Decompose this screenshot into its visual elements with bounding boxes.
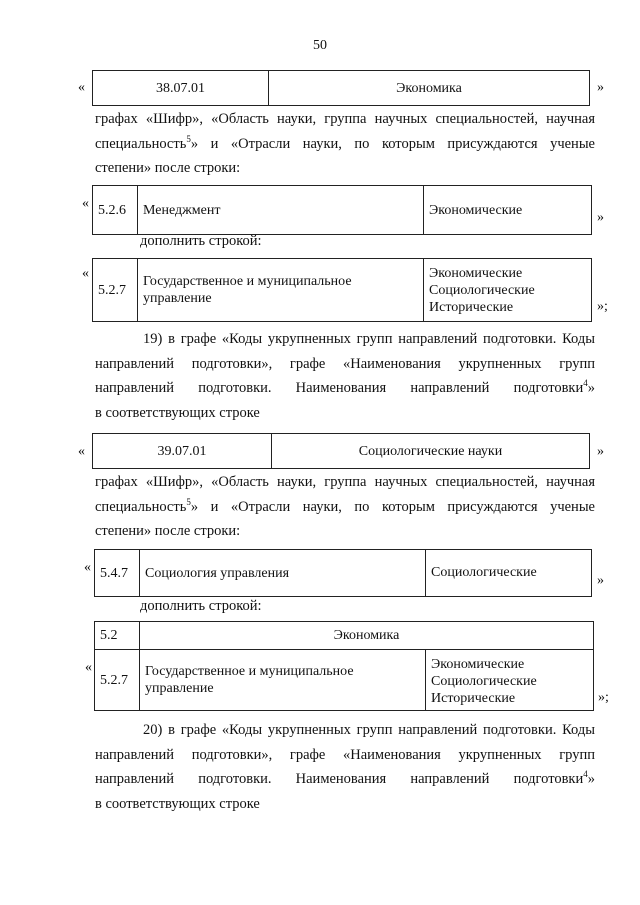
row-code: 5.2.6	[93, 186, 138, 235]
open-quote: «	[82, 266, 89, 281]
table-new-rows	[94, 621, 594, 711]
text-line: направлений подготовки. Наименования направлений подготовки$^4$»	[95, 769, 595, 787]
table-spec-row	[92, 70, 590, 106]
open-quote: «	[85, 660, 92, 675]
paragraph-item-20	[95, 718, 595, 816]
add-label: дополнить строкой:	[140, 598, 262, 614]
row-code: 5.4.7	[95, 550, 140, 597]
row-branches: Экономические Социологические Исторические	[424, 259, 592, 322]
text-line: направлений подготовки», графе «Наименования укрупненных групп	[95, 746, 595, 763]
spec-code: 39.07.01	[93, 434, 272, 469]
table-new-row	[92, 258, 592, 322]
paragraph-item-19	[95, 327, 595, 425]
close-quote: »	[597, 80, 604, 95]
text-line: направлений подготовки. Наименования направлений подготовки$^4$»	[95, 378, 595, 396]
row-branch: Социологические	[426, 550, 592, 597]
close-quote-semicolon: »;	[598, 690, 609, 705]
close-quote-semicolon: »;	[597, 299, 608, 314]
text-line: степени» после строки:	[95, 160, 241, 176]
text-line: графах «Шифр», «Область науки, группа научных специальностей, научная	[95, 111, 595, 127]
spec-code: 38.07.01	[93, 71, 269, 106]
row-code: 5.2.7	[93, 259, 138, 322]
open-quote: «	[78, 80, 85, 95]
group-code: 5.2	[95, 622, 140, 650]
text-line: 19) в графе «Коды укрупненных групп направлений подготовки. Коды	[143, 331, 595, 347]
row-code: 5.2.7	[95, 650, 140, 711]
text-line: в соответствующих строке	[95, 795, 260, 812]
page-number: 50	[313, 38, 327, 53]
row-name: Государственное и муниципальное управление	[138, 259, 424, 322]
group-name: Экономика	[140, 622, 594, 650]
open-quote: «	[78, 444, 85, 459]
table-row-after	[94, 549, 592, 597]
open-quote: «	[82, 196, 89, 211]
row-name: Менеджмент	[138, 186, 424, 235]
close-quote: »	[597, 444, 604, 459]
table-spec-row	[92, 433, 590, 469]
paragraph	[95, 470, 595, 544]
row-branches: Экономические Социологические Исторические	[426, 650, 594, 711]
paragraph	[95, 107, 595, 181]
text-line: степени» после строки:	[95, 523, 241, 539]
text-line: графах «Шифр», «Область науки, группа научных специальностей, научная	[95, 474, 595, 490]
row-name: Государственное и муниципальное управление	[140, 650, 426, 711]
text-line: направлений подготовки», графе «Наименования укрупненных групп	[95, 355, 595, 372]
row-branch: Экономические	[424, 186, 592, 235]
spec-name: Экономика	[269, 71, 590, 106]
table-row-after	[92, 185, 592, 235]
close-quote: »	[597, 210, 604, 225]
text-line: специальность$^5$» и «Отрасли науки, по которым присуждаются ученые	[95, 133, 595, 152]
row-name: Социология управления	[140, 550, 426, 597]
spec-name: Социологические науки	[272, 434, 590, 469]
text-line: 20) в графе «Коды укрупненных групп направлений подготовки. Коды	[143, 722, 595, 738]
add-label: дополнить строкой:	[140, 233, 262, 249]
open-quote: «	[84, 560, 91, 575]
close-quote: »	[597, 573, 604, 588]
text-line: специальность$^5$» и «Отрасли науки, по которым присуждаются ученые	[95, 496, 595, 515]
text-line: в соответствующих строке	[95, 404, 260, 421]
